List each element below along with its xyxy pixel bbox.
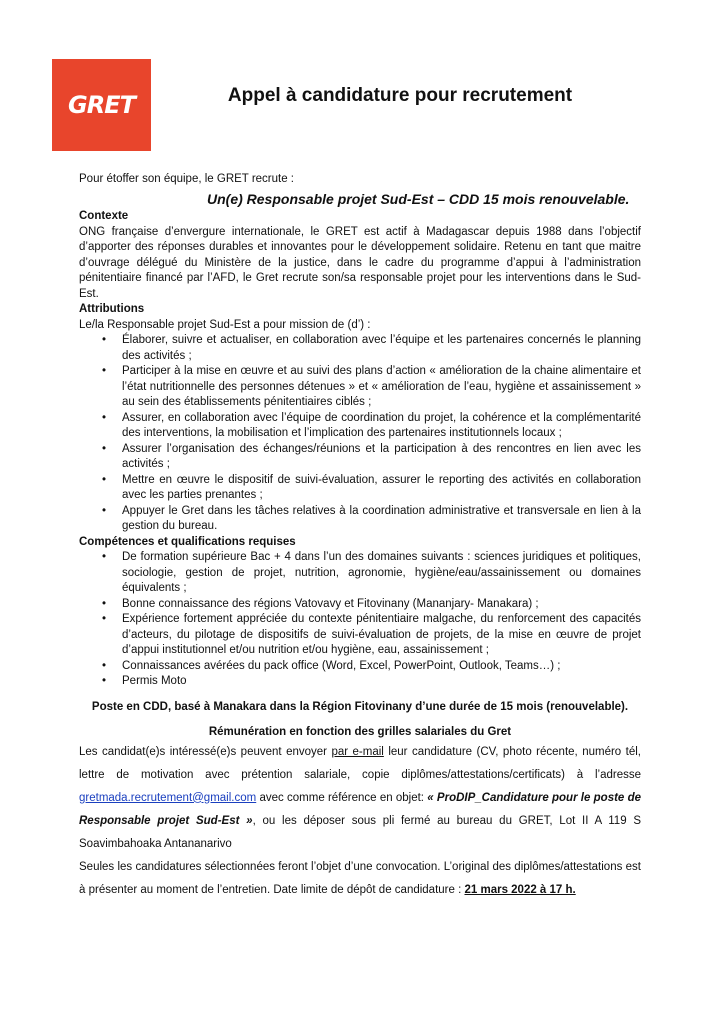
contexte-text: ONG française d’envergure internationale, le GRET est actif à Madagascar depuis 1988 dans l’objectif d’apporter des réponses durables et innovantes pour le développement solidaire. Retenu en tant que maitre d’ouvrage délégué du Ministère de la justice, dans le cadre du programme d’appui à l’administration pénitentiaire financé par l’AFD, le Gret recrute son/sa responsable projet pour les interventions dans le Sud-Est. [79,225,641,300]
logo-text: GRET [68,91,135,119]
email-reference: « ProDIP_Candidature pour le poste de Responsable projet Sud-Est » [79,791,642,827]
list-item: • Élaborer, suivre et actualiser, en collaboration avec l’équipe et les partenaires concernés le planning des activités ; [122,333,641,364]
application-part4: , ou les déposer sous pli fermé au bureau du GRET, Lot II A 119 S Soavimbahoaka Antananarivo [79,814,641,850]
list-item: • Mettre en œuvre le dispositif de suivi-évaluation, assurer le reporting des activités en collaboration avec les parties prenantes ; [122,473,641,504]
list-item: • Assurer l’organisation des échanges/réunions et la participation à des rencontres en lien avec les activités ; [122,442,641,473]
position-title: Un(e) Responsable projet Sud-Est – CDD 15 mois renouvelable. [207,190,630,207]
closing-body: Seules les candidatures sélectionnées feront l’objet d’une convocation. L’original des diplômes/attestations est à présenter au moment de l’entretien. Date limite de dépôt de candidature : [79,860,641,896]
list-item: • Appuyer le Gret dans les tâches relatives à la coordination administrative et transversale en lien à la gestion du bureau. [122,504,641,535]
closing-text [79,856,641,902]
competences-list [79,550,641,690]
application-part1: Les candidat(e)s intéressé(e)s peuvent envoyer [79,745,332,758]
by-email-text: par e-mail [331,745,384,758]
list-item: • Connaissances avérées du pack office (Word, Excel, PowerPoint, Outlook, Teams…) ; [122,659,641,675]
list-item: • Bonne connaissance des régions Vatovavy et Fitovinany (Mananjary- Manakara) ; [122,597,641,613]
list-item: • Expérience fortement appréciée du contexte pénitentiaire malgache, du renforcement des capacités d’acteurs, du pilotage de dispositifs de suivi-évaluation de projets, de la mise en œuvre de projet d’appui institutionnel et/ou nutrition et/ou hygiène, eau, assainissement ; [122,612,641,659]
contexte-heading: Contexte [79,210,129,222]
list-item: • Assurer, en collaboration avec l’équipe de coordination du projet, la cohérence et la complémentarité des interventions, la mobilisation et l’implication des partenaires institutionnels locaux ; [122,411,641,442]
attributions-heading: Attributions [79,303,145,315]
attributions-intro: Le/la Responsable projet Sud-Est a pour mission de (d’) : [79,318,371,331]
application-part2: leur candidature (CV, photo récente, numéro tél, lettre de motivation avec prétention salariale, copie diplômes/attestations/certificats) à l’adresse [79,745,641,781]
list-item: • Participer à la mise en œuvre et au suivi des plans d’action « amélioration de la chaine alimentaire et l’état nutritionnelle des personnes détenues » et « amélioration de l’eau, hygiène et assainissement » au sein des établissements pénitentiaires ciblés ; [122,364,641,411]
intro-text: Pour étoffer son équipe, le GRET recrute : [79,173,294,185]
deadline: 21 mars 2022 à 17 h. [464,883,576,896]
page-title: Appel à candidature pour recrutement [227,85,573,106]
poste-details: Poste en CDD, basé à Manakara dans la Région Fitovinany d’une durée de 15 mois (renouvelable). [91,700,629,713]
list-item: • Permis Moto [122,674,641,690]
competences-heading: Compétences et qualifications requises [79,535,296,548]
email-link[interactable]: gretmada.recrutement@gmail.com [79,791,257,804]
gret-logo [52,59,151,151]
application-instructions [79,741,641,856]
document-body [79,172,641,902]
remuneration-text: Rémunération en fonction des grilles salariales du Gret [208,726,512,738]
application-part3: avec comme référence en objet: [256,791,428,804]
attributions-list [79,333,641,535]
list-item: • De formation supérieure Bac + 4 dans l’un des domaines suivants : sciences juridiques et politiques, sociologie, gestion de projet, nutrition, agronomie, hygiène/eau/assainissement ou domaines équivalents ; [122,550,641,597]
